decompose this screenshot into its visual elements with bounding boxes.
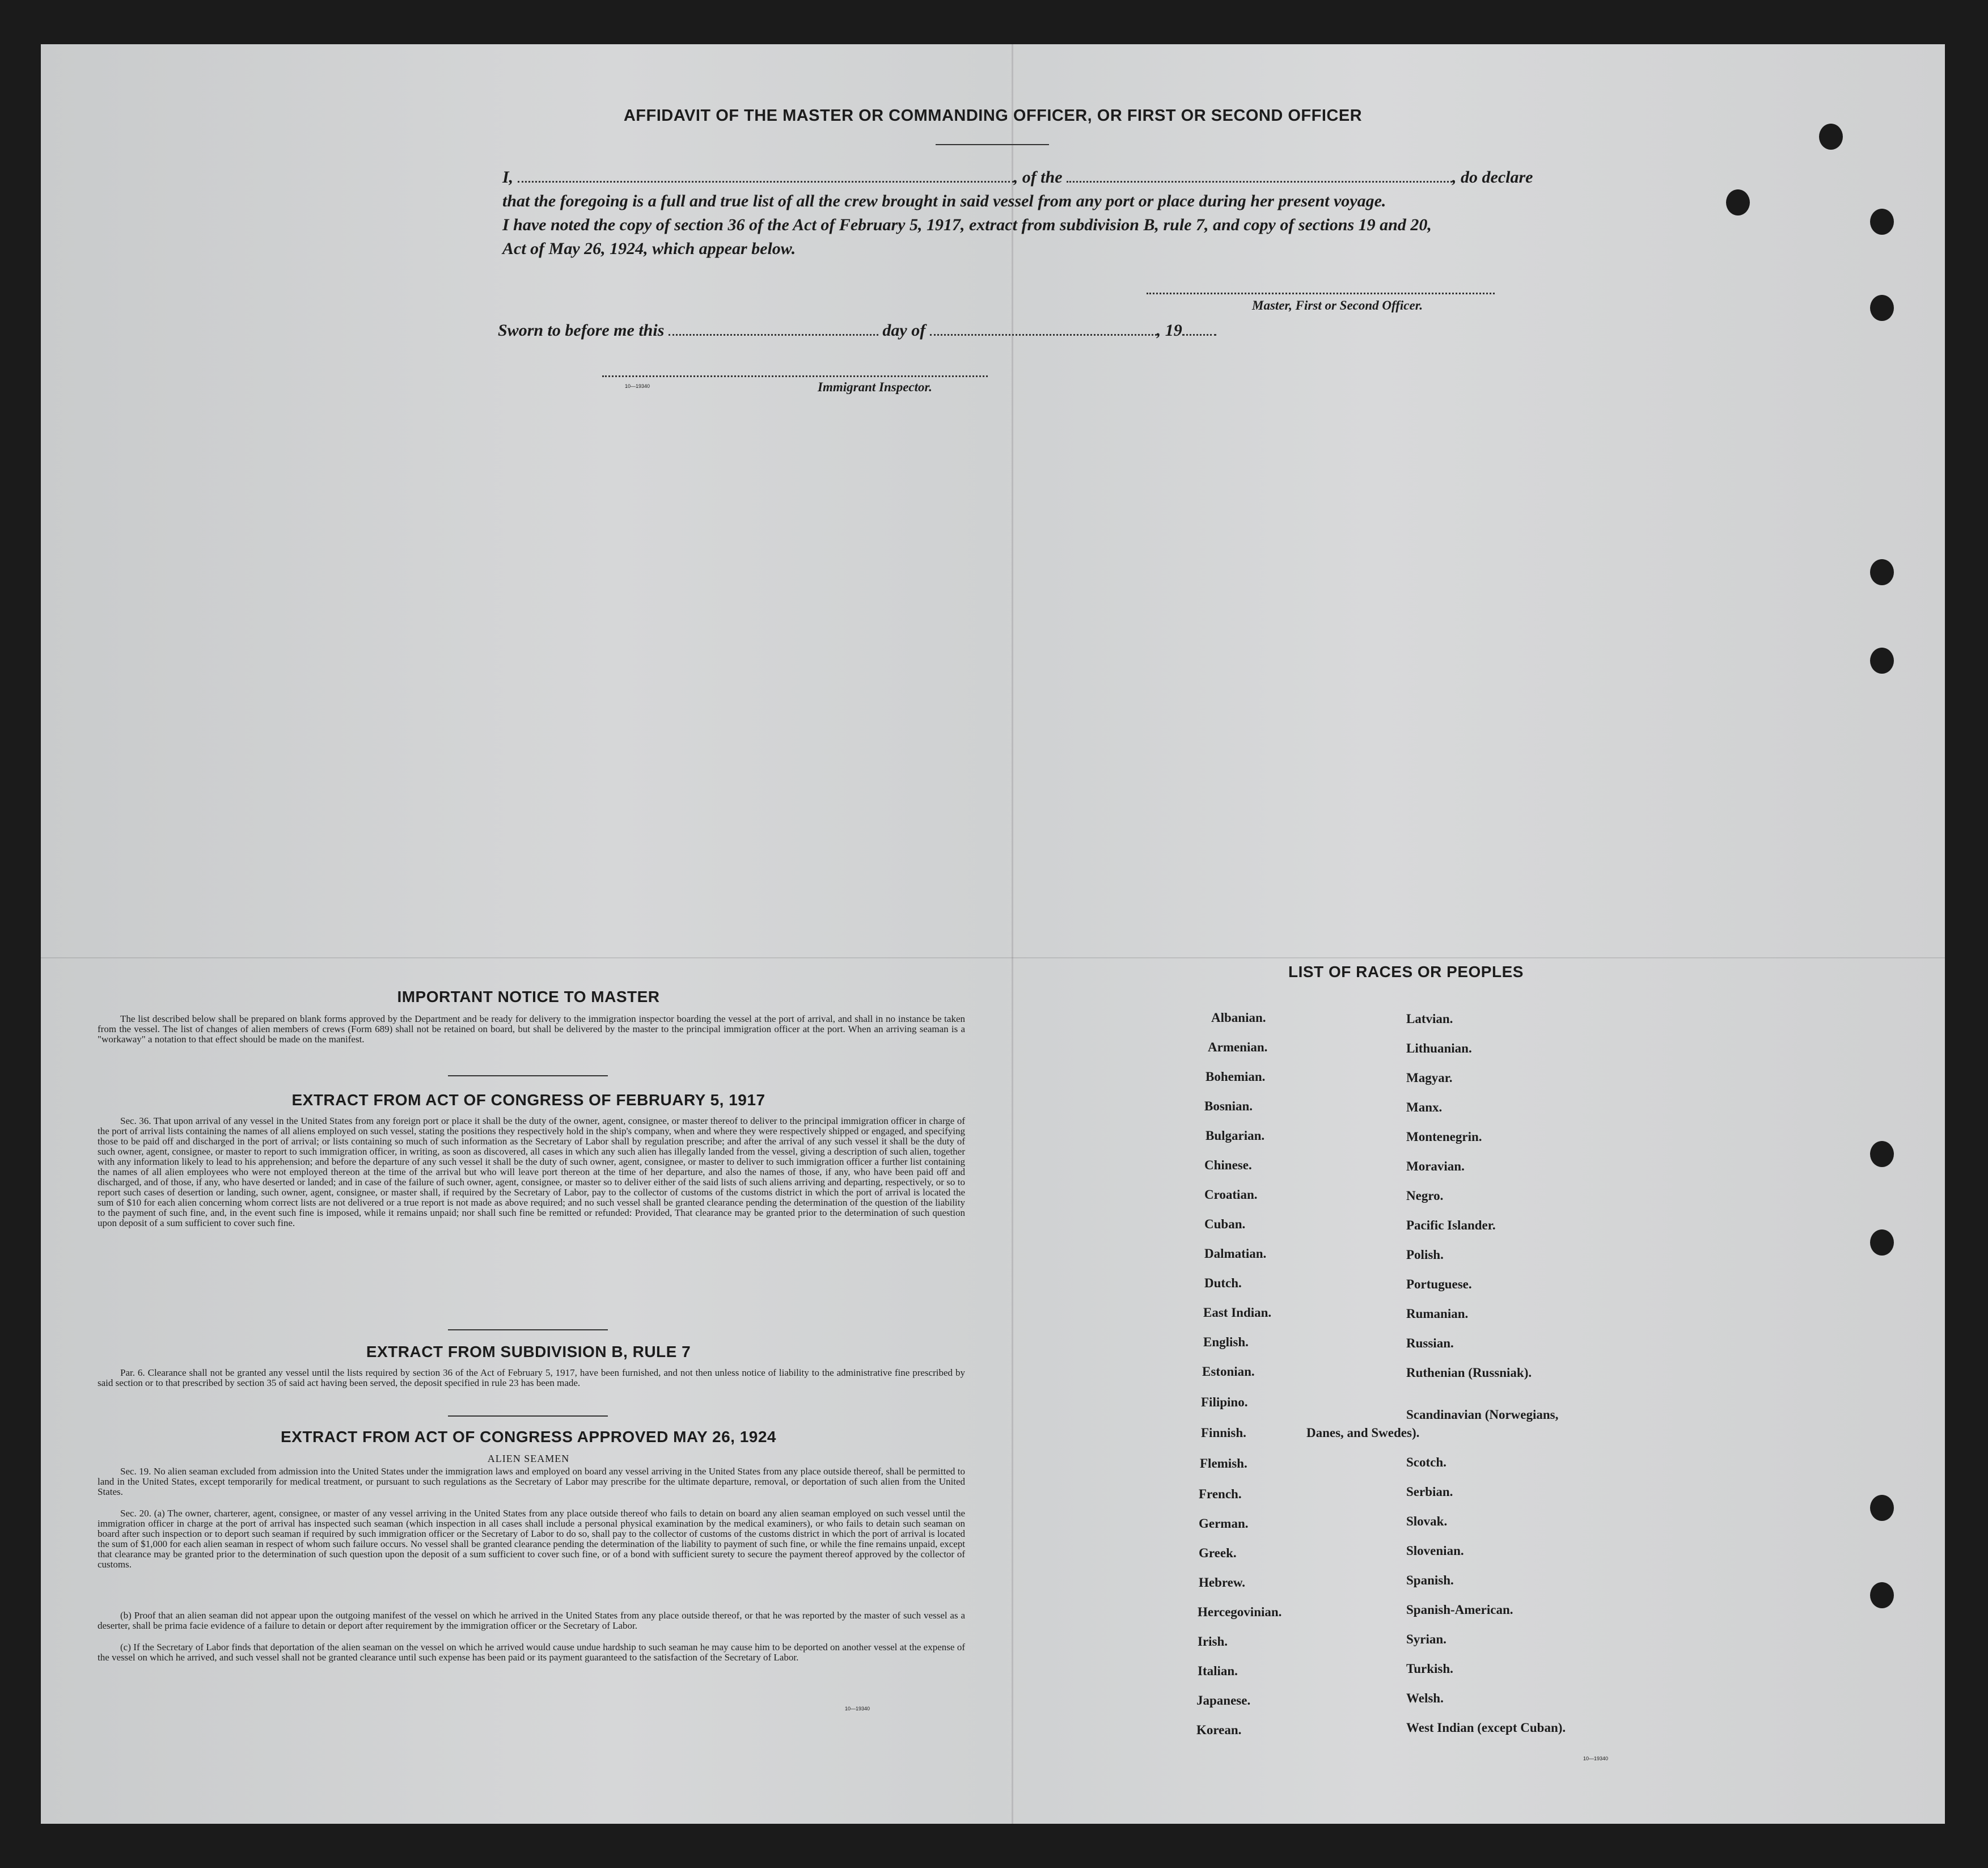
affidavit-declare: , do declare [1452, 168, 1533, 187]
race-item: Moravian. [1406, 1159, 1465, 1173]
sec-20b-text: (b) Proof that an alien seaman did not appear upon the outgoing manifest of the vessel on which he arrived in the United States from any place outside thereof, or that he was reported by the master of such vessel as a deserter, shall be prima facie evidence of a failure to detain or deport after requirement by the immigration officer or the Secretary of Labor. [98, 1610, 965, 1631]
race-item: Manx. [1406, 1100, 1443, 1114]
sec-20c-text: (c) If the Secretary of Labor finds that deportation of the alien seaman on the vessel on which he arrived would cause undue hardship to such seaman he may cause him to be deported on another vessel at the expense of the vessel on which he arrived, and such vessel shall not be granted clearance until such expense has been paid or its payment guaranteed to the satisfaction of the Secretary of Labor. [98, 1642, 965, 1663]
punch-hole [1870, 209, 1894, 235]
race-item: Welsh. [1406, 1691, 1444, 1705]
race-item: Polish. [1406, 1248, 1444, 1262]
punch-hole [1819, 124, 1843, 150]
race-item: East Indian. [1203, 1305, 1272, 1320]
punch-hole [1870, 648, 1894, 674]
title-underline [936, 144, 1049, 145]
vessel-blank[interactable] [1067, 181, 1452, 183]
affidavit-of-the: , of the [1013, 168, 1063, 187]
race-item: Estonian. [1202, 1364, 1255, 1379]
document-sheet [41, 44, 1945, 1824]
race-item: Hercegovinian. [1198, 1605, 1282, 1619]
race-item: Lithuanian. [1406, 1041, 1472, 1055]
race-item: Pacific Islander. [1406, 1218, 1496, 1232]
alien-seamen-subtitle: ALIEN SEAMEN [487, 1453, 570, 1464]
affidavit-title: AFFIDAVIT OF THE MASTER OR COMMANDING OFFICER, OR FIRST OR SECOND OFFICER [623, 107, 1363, 125]
divider [448, 1329, 608, 1330]
divider [448, 1075, 608, 1076]
affidavit-form-number: 10—19340 [625, 383, 650, 389]
race-item: Bohemian. [1206, 1070, 1266, 1084]
race-item: English. [1203, 1335, 1249, 1349]
punch-hole [1870, 1495, 1894, 1521]
race-item: Chinese. [1204, 1158, 1252, 1172]
sworn-prefix: Sworn to before me this [498, 321, 665, 340]
race-item: Albanian. [1211, 1011, 1266, 1025]
affidavit-line-3: I have noted the copy of section 36 of the Act of February 5, 1917, extract from subdivision B, rule 7, and copy of sections 19 and 20, [502, 215, 1432, 234]
race-item: Latvian. [1406, 1012, 1453, 1026]
race-item: Rumanian. [1406, 1307, 1469, 1321]
divider [448, 1415, 608, 1417]
race-item: West Indian (except Cuban). [1406, 1721, 1566, 1735]
subdivision-b-title: EXTRACT FROM SUBDIVISION B, RULE 7 [366, 1343, 691, 1360]
race-item: Syrian. [1406, 1632, 1446, 1646]
race-item: Japanese. [1196, 1693, 1251, 1708]
punch-hole [1870, 1229, 1894, 1256]
sworn-day-of: day of [882, 321, 926, 340]
race-item: Finnish. [1201, 1426, 1246, 1440]
extract-form-number: 10—19340 [845, 1706, 870, 1711]
races-title: LIST OF RACES OR PEOPLES [1288, 963, 1524, 981]
race-item: Bosnian. [1204, 1099, 1253, 1113]
affidavit-line-2: that the foregoing is a full and true list of all the crew brought in said vessel from any port or place during her present voyage. [502, 192, 1386, 210]
race-item: Bulgarian. [1206, 1129, 1265, 1143]
punch-hole [1870, 1582, 1894, 1608]
vertical-fold [1012, 44, 1013, 1824]
race-item: Filipino. [1201, 1395, 1248, 1409]
inspector-signature-line[interactable] [602, 375, 988, 377]
master-signature-line[interactable] [1147, 293, 1495, 294]
master-label: Master, First or Second Officer. [1252, 298, 1423, 312]
race-item: Irish. [1198, 1634, 1228, 1649]
punch-hole [1726, 189, 1750, 215]
sworn-month-blank[interactable] [930, 334, 1157, 336]
name-blank[interactable] [518, 181, 1014, 183]
race-item: Montenegrin. [1406, 1130, 1482, 1144]
race-item: Dalmatian. [1204, 1246, 1267, 1261]
sworn-line [498, 321, 1216, 340]
race-item: Turkish. [1406, 1662, 1453, 1676]
extract-1917-title: EXTRACT FROM ACT OF CONGRESS OF FEBRUARY 5, 1917 [291, 1091, 765, 1109]
race-item: Slovak. [1406, 1514, 1448, 1528]
race-item: Negro. [1406, 1189, 1444, 1203]
race-item: Serbian. [1406, 1485, 1453, 1499]
race-item: Greek. [1199, 1546, 1237, 1560]
sec-20a-text: Sec. 20. (a) The owner, charterer, agent, consignee, or master of any vessel arriving in the United States from any place outside thereof who fails to detain on board any alien seaman employed on such vessel until the immigration officer in charge at the port of arrival has inspected such seaman (which inspection in all cases shall include a personal physical examination by the medical examiners), or who fails to detain such seaman on board after such inspection or to deport such seaman if required by such immigration officer or the Secretary of Labor to do so, shall pay to the collector of customs of the customs district in which the port of arrival is located the sum of $1,000 for each alien seaman in respect of whom such failure occurs. No vessel shall be granted clearance pending the determination of the liability to payment of such fine, or while the fine remains unpaid, except that clearance may be granted prior to the determination of such question upon the deposit of a sum sufficient to cover such fine, or of a bond with sufficient surety to secure the payment thereof approved by the collector of customs. [98, 1508, 965, 1570]
race-item: Flemish. [1200, 1456, 1247, 1470]
punch-hole [1870, 1141, 1894, 1167]
affidavit-i: I, [502, 168, 514, 187]
race-item: Scandinavian (Norwegians, [1406, 1408, 1559, 1422]
race-item: Portuguese. [1406, 1277, 1472, 1291]
race-item: Russian. [1406, 1336, 1454, 1350]
notice-text: The list described below shall be prepared on blank forms approved by the Department and be ready for delivery to the immigration inspector boarding the vessel at the port of arrival, and shall in no instance be taken from the vessel. The list of changes of alien members of crews (Form 689) shall not be retained on board, but shall be delivered by the master to the principal immigration officer at the port. When an arriving seaman is a "workaway" a notation to that effect should be made on the manifest. [98, 1013, 965, 1045]
sworn-day-blank[interactable] [669, 334, 878, 336]
race-item: Dutch. [1204, 1276, 1242, 1290]
punch-hole [1870, 295, 1894, 321]
race-item: Scotch. [1406, 1455, 1446, 1469]
affidavit-line-1 [502, 168, 1533, 187]
subdivision-b-text: Par. 6. Clearance shall not be granted any vessel until the lists required by section 36 of the Act of February 5, 1917, have been furnished, and not then unless notice of liability to the administrative fine prescribed by said section or to that prescribed by section 35 of said act having been served, the deposit specified in rule 23 has been made. [98, 1367, 965, 1388]
sworn-year: , 19 [1156, 321, 1182, 340]
sworn-year-blank[interactable] [1182, 334, 1216, 336]
race-item: German. [1199, 1516, 1249, 1531]
inspector-label: Immigrant Inspector. [818, 380, 932, 394]
race-item: Magyar. [1406, 1071, 1453, 1085]
races-form-number: 10—19340 [1583, 1756, 1609, 1761]
race-item: Italian. [1198, 1664, 1238, 1678]
race-item: Spanish-American. [1406, 1603, 1513, 1617]
race-item: Danes, and Swedes). [1306, 1426, 1420, 1440]
race-item: French. [1199, 1487, 1242, 1501]
race-item: Armenian. [1208, 1040, 1268, 1054]
race-item: Croatian. [1204, 1187, 1258, 1202]
notice-title: IMPORTANT NOTICE TO MASTER [397, 988, 660, 1005]
sec-19-text: Sec. 19. No alien seaman excluded from admission into the United States under the immigration laws and employed on board any vessel arriving in the United States from any place outside thereof, shall be permitted to land in the United States, except temporarily for medical treatment, or pursuant to such regulations as the Secretary of Labor may prescribe for the ultimate departure, removal, or deportation of such alien from the United States. [98, 1466, 965, 1497]
race-item: Ruthenian (Russniak). [1406, 1366, 1532, 1380]
horizontal-fold [41, 957, 1945, 958]
race-item: Spanish. [1406, 1573, 1454, 1587]
extract-1924-title: EXTRACT FROM ACT OF CONGRESS APPROVED MAY 26, 1924 [281, 1428, 776, 1446]
extract-1917-text: Sec. 36. That upon arrival of any vessel in the United States from any foreign port or place it shall be the duty of the owner, agent, consignee, or master thereof to deliver to the principal immigration officer in charge of the port of arrival lists containing the names of all aliens employed on such vessel, stating the positions they respectively hold in the ship's company, when and where they were respectively shipped or engaged, and specifying those to be paid off and discharged in the port of arrival; or lists containing so much of such information as the Secretary of Labor shall by regulation prescribe; and after the arrival of any such vessel it shall be the duty of such owner, agent, consignee, or master to report to such immigration officer, in writing, as soon as discovered, all cases in which any such alien has illegally landed from the vessel, giving a description of such alien, together with any information likely to lead to his apprehension; and before the departure of any such vessel it shall be the duty of such owner, agent, consignee, or master to deliver to such immigration officer a further list containing the names of all alien employees who were not employed thereon at the time of the arrival but who will leave port thereon at the time of her departure, and also the names of those, if any, who have been paid off and discharged, and of those, if any, who have deserted or landed; and in case of the failure of such owner, agent, consignee, or master so to deliver either of the said lists of such aliens arriving and departing, respectively, or so to report such cases of desertion or landing, such owner, agent, consignee, or master shall, if required by the Secretary of Labor, pay to the collector of customs of the customs district in which the port of arrival is located the sum of $10 for each alien concerning whom correct lists are not delivered or a true report is not made as above required; and no such vessel shall be granted clearance pending the determination of the question of the liability to the payment of such fine, and, in the event such fine is imposed, while it remains unpaid; nor shall such fine be remitted or refunded: Provided, That clearance may be granted prior to the determination of such question upon deposit of a sum sufficient to cover such fine. [98, 1115, 965, 1228]
race-item: Slovenian. [1406, 1544, 1464, 1558]
race-item: Korean. [1196, 1723, 1242, 1737]
punch-hole [1870, 559, 1894, 585]
race-item: Hebrew. [1199, 1575, 1245, 1590]
affidavit-line-4: Act of May 26, 1924, which appear below. [502, 239, 796, 258]
race-item: Cuban. [1204, 1217, 1246, 1231]
